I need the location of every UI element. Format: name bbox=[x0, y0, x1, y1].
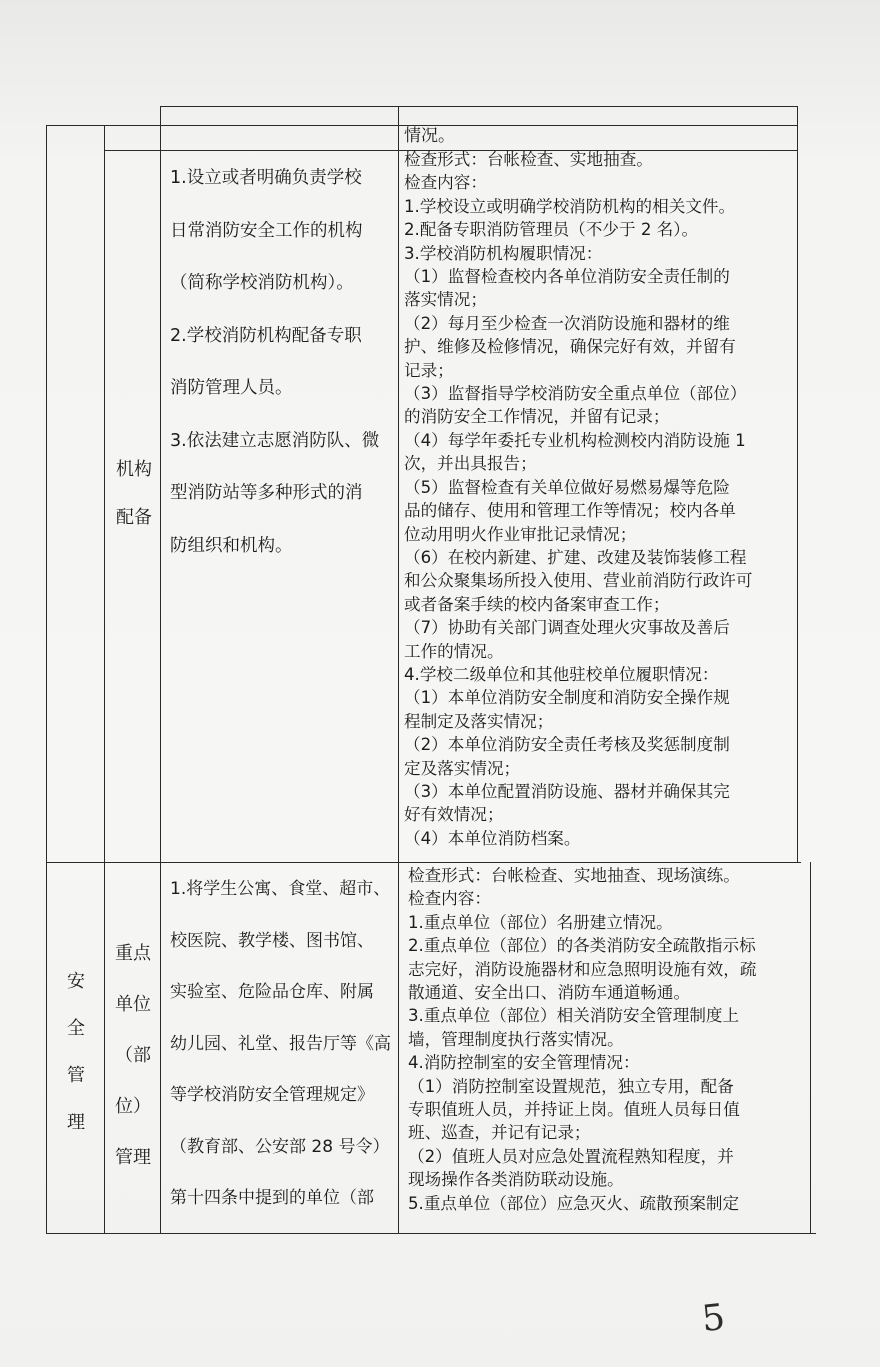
label-char: 配备 bbox=[116, 507, 152, 528]
text-line: 检查形式：台帐检查、实地抽查。 bbox=[404, 150, 653, 169]
text-line: 班、巡查，并记有记录； bbox=[408, 1123, 591, 1143]
text-line: 3.依法建立志愿消防队、微 bbox=[170, 430, 380, 451]
text-line: 4.学校二级单位和其他驻校单位履职情况： bbox=[404, 664, 719, 684]
section2-requirements bbox=[170, 864, 391, 1225]
text-line: 5.重点单位（部位）应急灭火、疏散预案制定 bbox=[408, 1193, 740, 1213]
text-line: 2.学校消防机构配备专职 bbox=[170, 325, 362, 346]
text-line: 好有效情况； bbox=[404, 805, 504, 825]
text-line: 第十四条中提到的单位（部 bbox=[170, 1188, 374, 1208]
text-line: 的消防安全工作情况，并留有记录； bbox=[404, 407, 670, 427]
label-char: 机构 bbox=[116, 459, 152, 480]
col-border-5b bbox=[810, 862, 811, 1233]
text-line: （7）协助有关部门调查处理火灾事故及善后 bbox=[404, 618, 730, 638]
section1-requirements bbox=[170, 152, 379, 572]
text-line: 工作的情况。 bbox=[404, 641, 504, 661]
text-line: 现场操作各类消防联动设施。 bbox=[408, 1170, 624, 1190]
section1-inspection-content bbox=[404, 148, 752, 850]
top-row-content bbox=[404, 125, 455, 148]
text-line: （5）监督检查有关单位做好易燃易爆等危险 bbox=[404, 477, 730, 497]
text-line: 2.重点单位（部位）的各类消防安全疏散指示标 bbox=[408, 936, 756, 956]
text-line: 4.消防控制室的安全管理情况： bbox=[408, 1053, 640, 1073]
label-char: 安 bbox=[67, 971, 85, 992]
section1-subcategory-label bbox=[108, 446, 160, 542]
col-border-3 bbox=[160, 106, 161, 1233]
text-line: 3.学校消防机构履职情况： bbox=[404, 243, 603, 263]
text-line: 位动用明火作业审批记录情况； bbox=[404, 524, 637, 544]
text-line: 检查形式：台帐检查、实地抽查、现场演练。 bbox=[408, 866, 740, 885]
text-line: 日常消防安全工作的机构 bbox=[170, 220, 363, 241]
text-line: 实验室、危险品仓库、附属 bbox=[170, 982, 374, 1002]
text-line: 专职值班人员，并持证上岗。值班人员每日值 bbox=[408, 1100, 740, 1120]
text-line: （2）值班人员对应急处置流程熟知程度，并 bbox=[408, 1146, 734, 1166]
text-line: 校医院、教学楼、图书馆、 bbox=[170, 930, 374, 951]
text-line: 定及落实情况； bbox=[404, 758, 521, 778]
text-line: 次，并出具报告； bbox=[404, 454, 537, 474]
text-line: 防组织和机构。 bbox=[170, 535, 293, 556]
text-line: 和公众聚集场所投入使用、营业前消防行政许可 bbox=[404, 571, 753, 591]
page-number: 5 bbox=[699, 1296, 727, 1341]
text-line: （1）本单位消防安全制度和消防安全操作规 bbox=[404, 688, 730, 708]
label-char: 管理 bbox=[115, 1147, 151, 1168]
text-line: 2.配备专职消防管理员（不少于 2 名）。 bbox=[404, 220, 699, 240]
text-line: （4）每学年委托专业机构检测校内消防设施 1 bbox=[404, 430, 746, 450]
section2-category-label bbox=[50, 958, 102, 1146]
text-line: 1.重点单位（部位）名册建立情况。 bbox=[408, 912, 673, 932]
text-line: 消防管理人员。 bbox=[170, 378, 293, 398]
table-bottom-border bbox=[46, 1233, 816, 1234]
text-line: 墙，管理制度执行落实情况。 bbox=[408, 1029, 624, 1049]
label-char: 位） bbox=[115, 1096, 151, 1117]
text-line: 检查内容： bbox=[404, 173, 487, 193]
text-line: 记录； bbox=[404, 360, 454, 380]
label-char: 理 bbox=[67, 1112, 85, 1133]
label-char: （部 bbox=[115, 1045, 151, 1066]
text-line: （教育部、公安部 28 号令） bbox=[170, 1136, 390, 1157]
label-char: 重点 bbox=[115, 943, 151, 964]
text-line: （3）本单位配置消防设施、器材并确保其完 bbox=[404, 781, 730, 801]
text-line: 型消防站等多种形式的消 bbox=[170, 483, 363, 503]
text-line: （1）监督检查校内各单位消防安全责任制的 bbox=[404, 267, 730, 287]
text-line: 程制定及落实情况； bbox=[404, 711, 554, 731]
text-line: （4）本单位消防档案。 bbox=[404, 828, 581, 848]
text-line: （3）监督指导学校消防安全重点单位（部位） bbox=[404, 384, 747, 404]
text-line: （6）在校内新建、扩建、改建及装饰装修工程 bbox=[404, 547, 747, 567]
text-line: 1.将学生公寓、食堂、超市、 bbox=[170, 879, 391, 899]
text-line: 或者备案手续的校内备案审查工作； bbox=[404, 594, 670, 614]
col-border-5a bbox=[797, 106, 798, 862]
text-line: 落实情况； bbox=[404, 290, 487, 310]
text-line: 检查内容： bbox=[408, 889, 491, 909]
text-line: 情况。 bbox=[404, 126, 455, 146]
text-line: （1）消防控制室设置规范，独立专用，配备 bbox=[408, 1076, 734, 1096]
text-line: 护、维修及检修情况，确保完好有效，并留有 bbox=[404, 337, 736, 357]
label-char: 管 bbox=[67, 1065, 85, 1086]
label-char: 全 bbox=[67, 1018, 85, 1039]
text-line: （2）本单位消防安全责任考核及奖惩制度制 bbox=[404, 735, 730, 755]
section2-inspection-content bbox=[408, 864, 756, 1215]
text-line: 幼儿园、礼堂、报告厅等《高 bbox=[170, 1033, 391, 1054]
table-top-border bbox=[160, 106, 797, 107]
text-line: （简称学校消防机构）。 bbox=[170, 273, 354, 293]
text-line: 1.学校设立或明确学校消防机构的相关文件。 bbox=[404, 196, 736, 216]
label-char: 单位 bbox=[115, 994, 151, 1015]
text-line: 等学校消防安全管理规定》 bbox=[170, 1085, 374, 1105]
text-line: 志完好，消防设施器材和应急照明设施有效，疏 bbox=[408, 959, 757, 979]
text-line: 品的储存、使用和管理工作等情况；校内各单 bbox=[404, 501, 736, 521]
text-line: 1.设立或者明确负责学校 bbox=[170, 168, 362, 188]
text-line: 3.重点单位（部位）相关消防安全管理制度上 bbox=[408, 1006, 740, 1026]
section2-subcategory-label bbox=[106, 928, 160, 1183]
text-line: 散通道、安全出口、消防车通道畅通。 bbox=[408, 983, 691, 1003]
col-border-4 bbox=[398, 106, 399, 1233]
col-border-1 bbox=[46, 125, 47, 1233]
col-border-2 bbox=[104, 125, 105, 1233]
text-line: （2）每月至少检查一次消防设施和器材的维 bbox=[404, 313, 730, 333]
